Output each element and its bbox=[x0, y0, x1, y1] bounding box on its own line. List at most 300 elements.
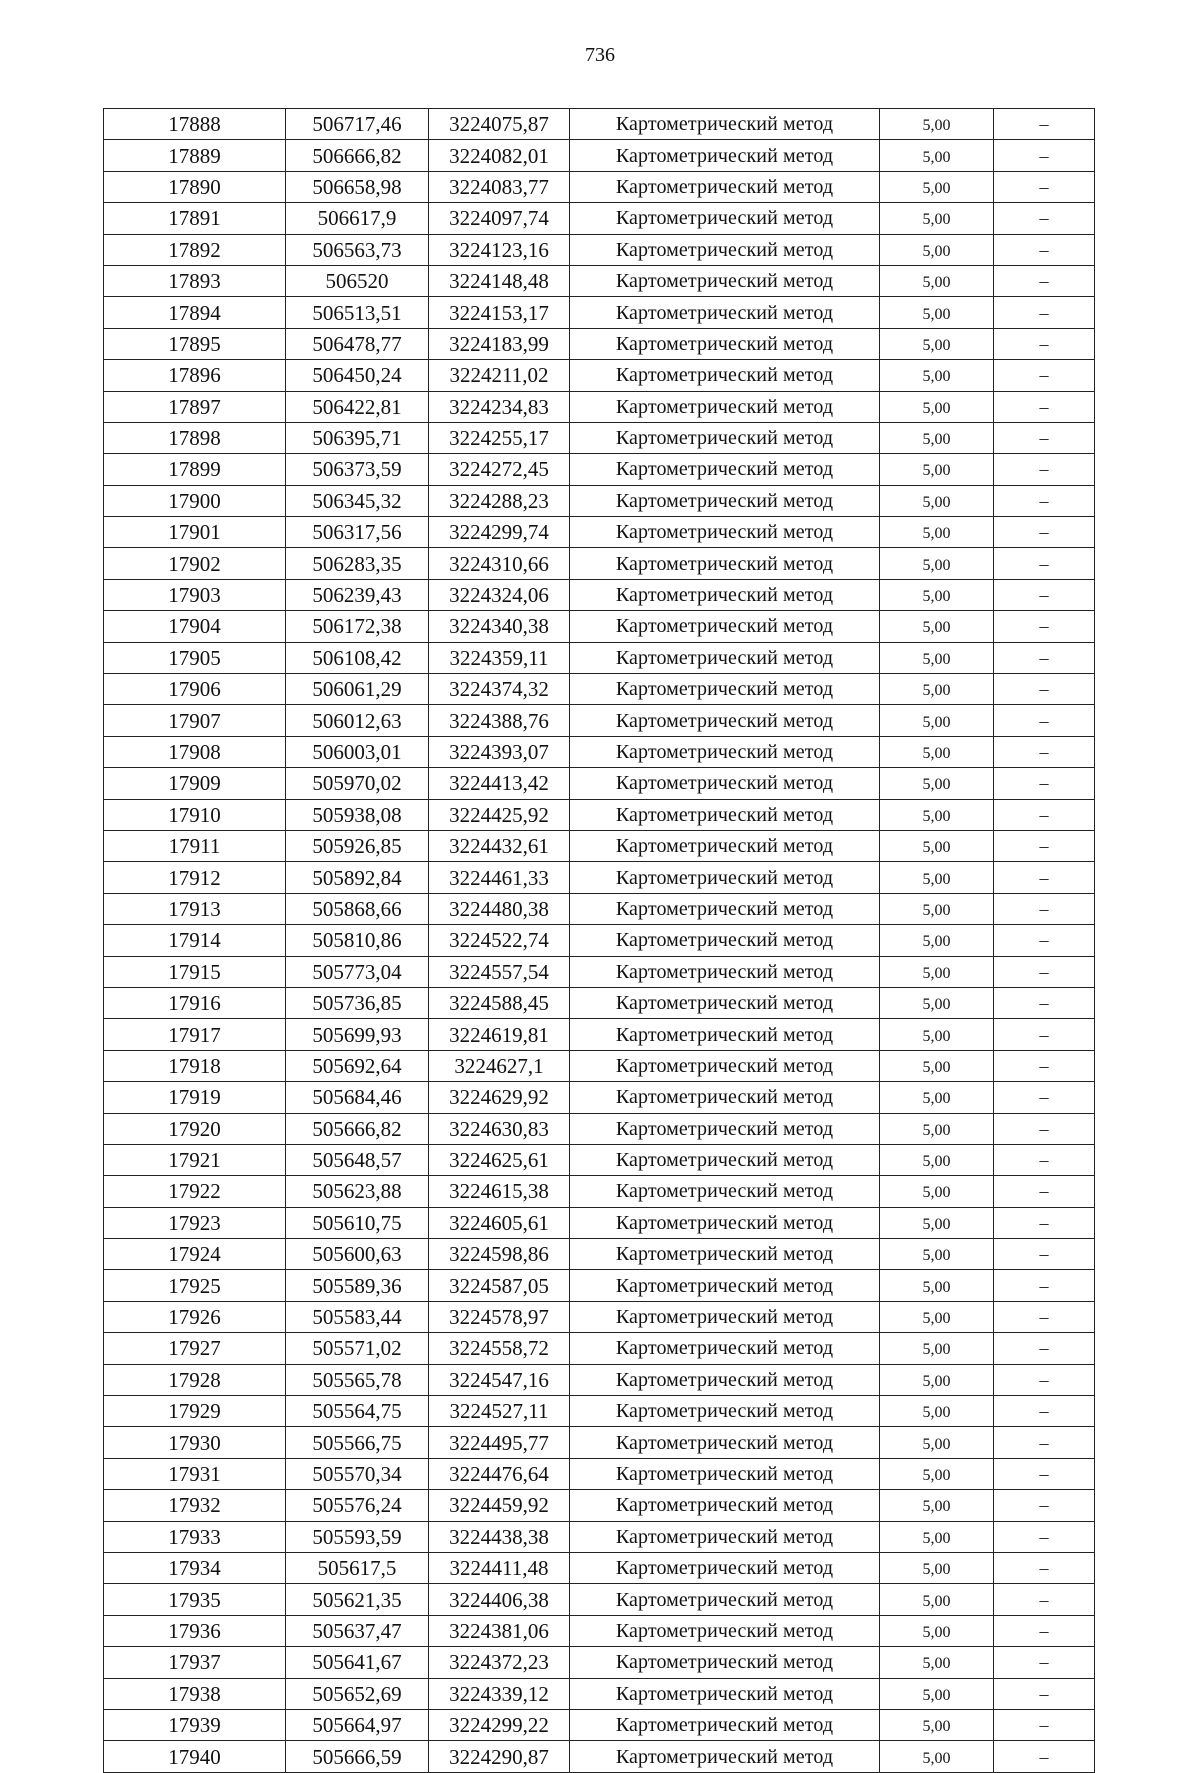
method-cell: Картометрический метод bbox=[570, 1709, 880, 1740]
y-coordinate-cell: 3224123,16 bbox=[429, 234, 570, 265]
x-coordinate-cell: 506658,98 bbox=[286, 171, 429, 202]
accuracy-cell: 5,00 bbox=[880, 391, 994, 422]
table-row bbox=[104, 987, 1095, 1018]
table-row bbox=[104, 579, 1095, 610]
description-cell: – bbox=[994, 1584, 1095, 1615]
method-cell: Картометрический метод bbox=[570, 736, 880, 767]
accuracy-cell: 5,00 bbox=[880, 422, 994, 453]
x-coordinate-cell: 505583,44 bbox=[286, 1301, 429, 1332]
y-coordinate-cell: 3224411,48 bbox=[429, 1552, 570, 1583]
y-coordinate-cell: 3224406,38 bbox=[429, 1584, 570, 1615]
point-number-cell: 17934 bbox=[104, 1552, 286, 1583]
description-cell: – bbox=[994, 1552, 1095, 1583]
x-coordinate-cell: 506520 bbox=[286, 265, 429, 296]
method-cell: Картометрический метод bbox=[570, 925, 880, 956]
method-cell: Картометрический метод bbox=[570, 140, 880, 171]
point-number-cell: 17892 bbox=[104, 234, 286, 265]
method-cell: Картометрический метод bbox=[570, 611, 880, 642]
point-number-cell: 17939 bbox=[104, 1709, 286, 1740]
x-coordinate-cell: 506563,73 bbox=[286, 234, 429, 265]
x-coordinate-cell: 506422,81 bbox=[286, 391, 429, 422]
y-coordinate-cell: 3224388,76 bbox=[429, 705, 570, 736]
table-row bbox=[104, 705, 1095, 736]
table-row bbox=[104, 1364, 1095, 1395]
method-cell: Картометрический метод bbox=[570, 485, 880, 516]
accuracy-cell: 5,00 bbox=[880, 611, 994, 642]
y-coordinate-cell: 3224310,66 bbox=[429, 548, 570, 579]
x-coordinate-cell: 506617,9 bbox=[286, 203, 429, 234]
description-cell: – bbox=[994, 1647, 1095, 1678]
y-coordinate-cell: 3224290,87 bbox=[429, 1741, 570, 1772]
description-cell: – bbox=[994, 109, 1095, 140]
description-cell: – bbox=[994, 422, 1095, 453]
description-cell: – bbox=[994, 1333, 1095, 1364]
table-row bbox=[104, 1490, 1095, 1521]
point-number-cell: 17913 bbox=[104, 893, 286, 924]
y-coordinate-cell: 3224211,02 bbox=[429, 360, 570, 391]
description-cell: – bbox=[994, 1396, 1095, 1427]
x-coordinate-cell: 505570,34 bbox=[286, 1458, 429, 1489]
accuracy-cell: 5,00 bbox=[880, 1552, 994, 1583]
page-number: 736 bbox=[585, 44, 615, 66]
table-row bbox=[104, 1741, 1095, 1772]
method-cell: Картометрический метод bbox=[570, 1490, 880, 1521]
coordinates-table bbox=[103, 108, 1095, 1773]
y-coordinate-cell: 3224393,07 bbox=[429, 736, 570, 767]
point-number-cell: 17914 bbox=[104, 925, 286, 956]
accuracy-cell: 5,00 bbox=[880, 1427, 994, 1458]
description-cell: – bbox=[994, 203, 1095, 234]
x-coordinate-cell: 506061,29 bbox=[286, 674, 429, 705]
description-cell: – bbox=[994, 548, 1095, 579]
description-cell: – bbox=[994, 987, 1095, 1018]
table-row bbox=[104, 1144, 1095, 1175]
x-coordinate-cell: 505566,75 bbox=[286, 1427, 429, 1458]
description-cell: – bbox=[994, 391, 1095, 422]
table-row bbox=[104, 517, 1095, 548]
point-number-cell: 17938 bbox=[104, 1678, 286, 1709]
point-number-cell: 17926 bbox=[104, 1301, 286, 1332]
table-row bbox=[104, 1584, 1095, 1615]
y-coordinate-cell: 3224629,92 bbox=[429, 1082, 570, 1113]
method-cell: Картометрический метод bbox=[570, 1207, 880, 1238]
x-coordinate-cell: 505637,47 bbox=[286, 1615, 429, 1646]
method-cell: Картометрический метод bbox=[570, 1113, 880, 1144]
accuracy-cell: 5,00 bbox=[880, 1301, 994, 1332]
point-number-cell: 17911 bbox=[104, 830, 286, 861]
accuracy-cell: 5,00 bbox=[880, 987, 994, 1018]
accuracy-cell: 5,00 bbox=[880, 1333, 994, 1364]
x-coordinate-cell: 506172,38 bbox=[286, 611, 429, 642]
point-number-cell: 17927 bbox=[104, 1333, 286, 1364]
method-cell: Картометрический метод bbox=[570, 1364, 880, 1395]
table-row bbox=[104, 1678, 1095, 1709]
accuracy-cell: 5,00 bbox=[880, 893, 994, 924]
point-number-cell: 17909 bbox=[104, 768, 286, 799]
y-coordinate-cell: 3224619,81 bbox=[429, 1019, 570, 1050]
point-number-cell: 17908 bbox=[104, 736, 286, 767]
y-coordinate-cell: 3224234,83 bbox=[429, 391, 570, 422]
accuracy-cell: 5,00 bbox=[880, 1270, 994, 1301]
table-row bbox=[104, 203, 1095, 234]
description-cell: – bbox=[994, 1364, 1095, 1395]
method-cell: Картометрический метод bbox=[570, 799, 880, 830]
accuracy-cell: 5,00 bbox=[880, 956, 994, 987]
method-cell: Картометрический метод bbox=[570, 1176, 880, 1207]
x-coordinate-cell: 505652,69 bbox=[286, 1678, 429, 1709]
method-cell: Картометрический метод bbox=[570, 1270, 880, 1301]
table-row bbox=[104, 1301, 1095, 1332]
point-number-cell: 17906 bbox=[104, 674, 286, 705]
method-cell: Картометрический метод bbox=[570, 987, 880, 1018]
y-coordinate-cell: 3224299,74 bbox=[429, 517, 570, 548]
description-cell: – bbox=[994, 956, 1095, 987]
table-row bbox=[104, 1239, 1095, 1270]
description-cell: – bbox=[994, 579, 1095, 610]
y-coordinate-cell: 3224340,38 bbox=[429, 611, 570, 642]
y-coordinate-cell: 3224459,92 bbox=[429, 1490, 570, 1521]
x-coordinate-cell: 505699,93 bbox=[286, 1019, 429, 1050]
method-cell: Картометрический метод bbox=[570, 705, 880, 736]
method-cell: Картометрический метод bbox=[570, 548, 880, 579]
x-coordinate-cell: 506239,43 bbox=[286, 579, 429, 610]
method-cell: Картометрический метод bbox=[570, 1458, 880, 1489]
description-cell: – bbox=[994, 1050, 1095, 1081]
table-row bbox=[104, 1176, 1095, 1207]
x-coordinate-cell: 505610,75 bbox=[286, 1207, 429, 1238]
point-number-cell: 17907 bbox=[104, 705, 286, 736]
method-cell: Картометрический метод bbox=[570, 1615, 880, 1646]
y-coordinate-cell: 3224605,61 bbox=[429, 1207, 570, 1238]
description-cell: – bbox=[994, 1144, 1095, 1175]
accuracy-cell: 5,00 bbox=[880, 705, 994, 736]
point-number-cell: 17904 bbox=[104, 611, 286, 642]
x-coordinate-cell: 505892,84 bbox=[286, 862, 429, 893]
x-coordinate-cell: 506012,63 bbox=[286, 705, 429, 736]
x-coordinate-cell: 506395,71 bbox=[286, 422, 429, 453]
y-coordinate-cell: 3224372,23 bbox=[429, 1647, 570, 1678]
table-row bbox=[104, 956, 1095, 987]
x-coordinate-cell: 506345,32 bbox=[286, 485, 429, 516]
method-cell: Картометрический метод bbox=[570, 1584, 880, 1615]
method-cell: Картометрический метод bbox=[570, 830, 880, 861]
accuracy-cell: 5,00 bbox=[880, 830, 994, 861]
table-row bbox=[104, 1458, 1095, 1489]
point-number-cell: 17897 bbox=[104, 391, 286, 422]
description-cell: – bbox=[994, 1427, 1095, 1458]
method-cell: Картометрический метод bbox=[570, 862, 880, 893]
point-number-cell: 17916 bbox=[104, 987, 286, 1018]
table-row bbox=[104, 1552, 1095, 1583]
accuracy-cell: 5,00 bbox=[880, 1082, 994, 1113]
description-cell: – bbox=[994, 1741, 1095, 1772]
accuracy-cell: 5,00 bbox=[880, 862, 994, 893]
accuracy-cell: 5,00 bbox=[880, 265, 994, 296]
x-coordinate-cell: 505576,24 bbox=[286, 1490, 429, 1521]
method-cell: Картометрический метод bbox=[570, 454, 880, 485]
point-number-cell: 17912 bbox=[104, 862, 286, 893]
point-number-cell: 17898 bbox=[104, 422, 286, 453]
table-row bbox=[104, 674, 1095, 705]
point-number-cell: 17940 bbox=[104, 1741, 286, 1772]
accuracy-cell: 5,00 bbox=[880, 1741, 994, 1772]
point-number-cell: 17931 bbox=[104, 1458, 286, 1489]
y-coordinate-cell: 3224438,38 bbox=[429, 1521, 570, 1552]
x-coordinate-cell: 505564,75 bbox=[286, 1396, 429, 1427]
y-coordinate-cell: 3224381,06 bbox=[429, 1615, 570, 1646]
accuracy-cell: 5,00 bbox=[880, 579, 994, 610]
table-row bbox=[104, 642, 1095, 673]
accuracy-cell: 5,00 bbox=[880, 1615, 994, 1646]
y-coordinate-cell: 3224097,74 bbox=[429, 203, 570, 234]
accuracy-cell: 5,00 bbox=[880, 1490, 994, 1521]
y-coordinate-cell: 3224598,86 bbox=[429, 1239, 570, 1270]
description-cell: – bbox=[994, 799, 1095, 830]
x-coordinate-cell: 505970,02 bbox=[286, 768, 429, 799]
method-cell: Картометрический метод bbox=[570, 109, 880, 140]
point-number-cell: 17890 bbox=[104, 171, 286, 202]
accuracy-cell: 5,00 bbox=[880, 171, 994, 202]
description-cell: – bbox=[994, 171, 1095, 202]
accuracy-cell: 5,00 bbox=[880, 736, 994, 767]
y-coordinate-cell: 3224461,33 bbox=[429, 862, 570, 893]
y-coordinate-cell: 3224558,72 bbox=[429, 1333, 570, 1364]
point-number-cell: 17933 bbox=[104, 1521, 286, 1552]
x-coordinate-cell: 506513,51 bbox=[286, 297, 429, 328]
y-coordinate-cell: 3224625,61 bbox=[429, 1144, 570, 1175]
accuracy-cell: 5,00 bbox=[880, 297, 994, 328]
point-number-cell: 17900 bbox=[104, 485, 286, 516]
x-coordinate-cell: 505623,88 bbox=[286, 1176, 429, 1207]
table-row bbox=[104, 768, 1095, 799]
accuracy-cell: 5,00 bbox=[880, 454, 994, 485]
y-coordinate-cell: 3224547,16 bbox=[429, 1364, 570, 1395]
description-cell: – bbox=[994, 768, 1095, 799]
table-row bbox=[104, 830, 1095, 861]
point-number-cell: 17924 bbox=[104, 1239, 286, 1270]
description-cell: – bbox=[994, 1113, 1095, 1144]
point-number-cell: 17910 bbox=[104, 799, 286, 830]
method-cell: Картометрический метод bbox=[570, 265, 880, 296]
method-cell: Картометрический метод bbox=[570, 1301, 880, 1332]
accuracy-cell: 5,00 bbox=[880, 328, 994, 359]
description-cell: – bbox=[994, 1019, 1095, 1050]
x-coordinate-cell: 505938,08 bbox=[286, 799, 429, 830]
x-coordinate-cell: 505600,63 bbox=[286, 1239, 429, 1270]
table-row bbox=[104, 391, 1095, 422]
table-row bbox=[104, 140, 1095, 171]
method-cell: Картометрический метод bbox=[570, 1678, 880, 1709]
x-coordinate-cell: 505641,67 bbox=[286, 1647, 429, 1678]
table-row bbox=[104, 109, 1095, 140]
x-coordinate-cell: 505617,5 bbox=[286, 1552, 429, 1583]
table-row bbox=[104, 611, 1095, 642]
x-coordinate-cell: 505926,85 bbox=[286, 830, 429, 861]
description-cell: – bbox=[994, 1270, 1095, 1301]
x-coordinate-cell: 505692,64 bbox=[286, 1050, 429, 1081]
table-row bbox=[104, 1270, 1095, 1301]
description-cell: – bbox=[994, 1207, 1095, 1238]
description-cell: – bbox=[994, 1301, 1095, 1332]
method-cell: Картометрический метод bbox=[570, 517, 880, 548]
point-number-cell: 17915 bbox=[104, 956, 286, 987]
y-coordinate-cell: 3224578,97 bbox=[429, 1301, 570, 1332]
y-coordinate-cell: 3224480,38 bbox=[429, 893, 570, 924]
y-coordinate-cell: 3224413,42 bbox=[429, 768, 570, 799]
accuracy-cell: 5,00 bbox=[880, 203, 994, 234]
y-coordinate-cell: 3224075,87 bbox=[429, 109, 570, 140]
description-cell: – bbox=[994, 642, 1095, 673]
y-coordinate-cell: 3224522,74 bbox=[429, 925, 570, 956]
y-coordinate-cell: 3224495,77 bbox=[429, 1427, 570, 1458]
method-cell: Картометрический метод bbox=[570, 360, 880, 391]
x-coordinate-cell: 505621,35 bbox=[286, 1584, 429, 1615]
accuracy-cell: 5,00 bbox=[880, 1584, 994, 1615]
method-cell: Картометрический метод bbox=[570, 579, 880, 610]
accuracy-cell: 5,00 bbox=[880, 642, 994, 673]
accuracy-cell: 5,00 bbox=[880, 674, 994, 705]
point-number-cell: 17919 bbox=[104, 1082, 286, 1113]
y-coordinate-cell: 3224557,54 bbox=[429, 956, 570, 987]
coordinates-table-body bbox=[104, 109, 1095, 1773]
accuracy-cell: 5,00 bbox=[880, 109, 994, 140]
table-row bbox=[104, 171, 1095, 202]
table-row bbox=[104, 799, 1095, 830]
point-number-cell: 17899 bbox=[104, 454, 286, 485]
y-coordinate-cell: 3224587,05 bbox=[429, 1270, 570, 1301]
method-cell: Картометрический метод bbox=[570, 1396, 880, 1427]
x-coordinate-cell: 506450,24 bbox=[286, 360, 429, 391]
accuracy-cell: 5,00 bbox=[880, 1239, 994, 1270]
point-number-cell: 17896 bbox=[104, 360, 286, 391]
accuracy-cell: 5,00 bbox=[880, 1521, 994, 1552]
x-coordinate-cell: 505868,66 bbox=[286, 893, 429, 924]
point-number-cell: 17901 bbox=[104, 517, 286, 548]
table-row bbox=[104, 1709, 1095, 1740]
table-row bbox=[104, 1615, 1095, 1646]
y-coordinate-cell: 3224082,01 bbox=[429, 140, 570, 171]
method-cell: Картометрический метод bbox=[570, 328, 880, 359]
y-coordinate-cell: 3224183,99 bbox=[429, 328, 570, 359]
method-cell: Картометрический метод bbox=[570, 1333, 880, 1364]
method-cell: Картометрический метод bbox=[570, 1521, 880, 1552]
point-number-cell: 17888 bbox=[104, 109, 286, 140]
y-coordinate-cell: 3224288,23 bbox=[429, 485, 570, 516]
method-cell: Картометрический метод bbox=[570, 768, 880, 799]
point-number-cell: 17923 bbox=[104, 1207, 286, 1238]
accuracy-cell: 5,00 bbox=[880, 1678, 994, 1709]
table-row bbox=[104, 893, 1095, 924]
table-row bbox=[104, 485, 1095, 516]
description-cell: – bbox=[994, 265, 1095, 296]
description-cell: – bbox=[994, 705, 1095, 736]
description-cell: – bbox=[994, 1709, 1095, 1740]
x-coordinate-cell: 506717,46 bbox=[286, 109, 429, 140]
table-row bbox=[104, 1207, 1095, 1238]
point-number-cell: 17920 bbox=[104, 1113, 286, 1144]
accuracy-cell: 5,00 bbox=[880, 485, 994, 516]
method-cell: Картометрический метод bbox=[570, 234, 880, 265]
method-cell: Картометрический метод bbox=[570, 1427, 880, 1458]
point-number-cell: 17903 bbox=[104, 579, 286, 610]
description-cell: – bbox=[994, 1239, 1095, 1270]
x-coordinate-cell: 506283,35 bbox=[286, 548, 429, 579]
y-coordinate-cell: 3224324,06 bbox=[429, 579, 570, 610]
x-coordinate-cell: 506373,59 bbox=[286, 454, 429, 485]
table-row bbox=[104, 1396, 1095, 1427]
method-cell: Картометрический метод bbox=[570, 956, 880, 987]
description-cell: – bbox=[994, 454, 1095, 485]
method-cell: Картометрический метод bbox=[570, 1019, 880, 1050]
accuracy-cell: 5,00 bbox=[880, 768, 994, 799]
accuracy-cell: 5,00 bbox=[880, 1207, 994, 1238]
accuracy-cell: 5,00 bbox=[880, 360, 994, 391]
point-number-cell: 17932 bbox=[104, 1490, 286, 1521]
table-row bbox=[104, 736, 1095, 767]
x-coordinate-cell: 506666,82 bbox=[286, 140, 429, 171]
description-cell: – bbox=[994, 1458, 1095, 1489]
table-row bbox=[104, 1113, 1095, 1144]
description-cell: – bbox=[994, 1082, 1095, 1113]
table-row bbox=[104, 925, 1095, 956]
point-number-cell: 17902 bbox=[104, 548, 286, 579]
method-cell: Картометрический метод bbox=[570, 422, 880, 453]
accuracy-cell: 5,00 bbox=[880, 1176, 994, 1207]
point-number-cell: 17905 bbox=[104, 642, 286, 673]
x-coordinate-cell: 505773,04 bbox=[286, 956, 429, 987]
point-number-cell: 17935 bbox=[104, 1584, 286, 1615]
accuracy-cell: 5,00 bbox=[880, 517, 994, 548]
description-cell: – bbox=[994, 830, 1095, 861]
table-row bbox=[104, 454, 1095, 485]
x-coordinate-cell: 505810,86 bbox=[286, 925, 429, 956]
description-cell: – bbox=[994, 1615, 1095, 1646]
y-coordinate-cell: 3224148,48 bbox=[429, 265, 570, 296]
y-coordinate-cell: 3224432,61 bbox=[429, 830, 570, 861]
description-cell: – bbox=[994, 1678, 1095, 1709]
x-coordinate-cell: 506478,77 bbox=[286, 328, 429, 359]
y-coordinate-cell: 3224527,11 bbox=[429, 1396, 570, 1427]
table-row bbox=[104, 360, 1095, 391]
description-cell: – bbox=[994, 925, 1095, 956]
x-coordinate-cell: 505571,02 bbox=[286, 1333, 429, 1364]
table-row bbox=[104, 234, 1095, 265]
table-row bbox=[104, 862, 1095, 893]
description-cell: – bbox=[994, 297, 1095, 328]
table-row bbox=[104, 422, 1095, 453]
y-coordinate-cell: 3224255,17 bbox=[429, 422, 570, 453]
point-number-cell: 17894 bbox=[104, 297, 286, 328]
point-number-cell: 17922 bbox=[104, 1176, 286, 1207]
y-coordinate-cell: 3224425,92 bbox=[429, 799, 570, 830]
point-number-cell: 17929 bbox=[104, 1396, 286, 1427]
accuracy-cell: 5,00 bbox=[880, 1458, 994, 1489]
method-cell: Картометрический метод bbox=[570, 1552, 880, 1583]
y-coordinate-cell: 3224359,11 bbox=[429, 642, 570, 673]
description-cell: – bbox=[994, 1521, 1095, 1552]
x-coordinate-cell: 505664,97 bbox=[286, 1709, 429, 1740]
accuracy-cell: 5,00 bbox=[880, 1396, 994, 1427]
method-cell: Картометрический метод bbox=[570, 674, 880, 705]
x-coordinate-cell: 506108,42 bbox=[286, 642, 429, 673]
x-coordinate-cell: 506003,01 bbox=[286, 736, 429, 767]
table-row bbox=[104, 1647, 1095, 1678]
description-cell: – bbox=[994, 485, 1095, 516]
point-number-cell: 17928 bbox=[104, 1364, 286, 1395]
description-cell: – bbox=[994, 234, 1095, 265]
table-row bbox=[104, 548, 1095, 579]
point-number-cell: 17891 bbox=[104, 203, 286, 234]
